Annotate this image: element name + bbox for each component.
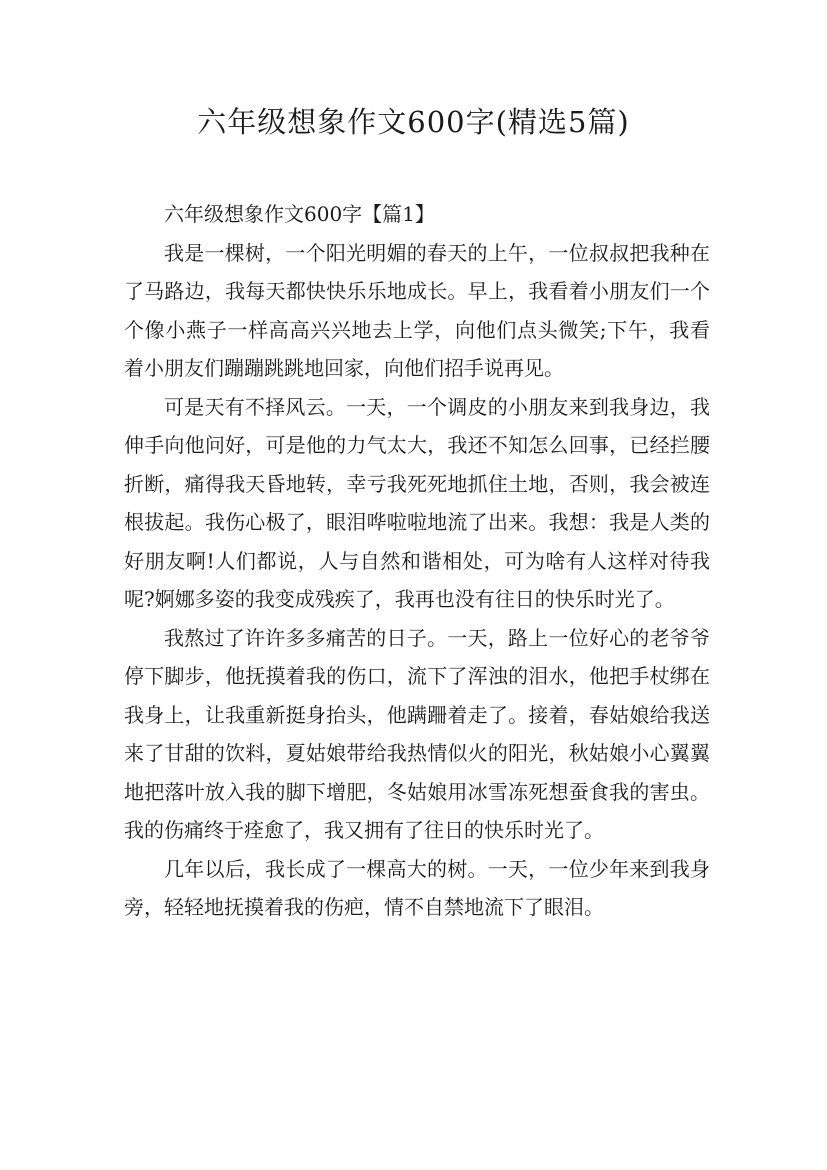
- paragraph-4: 几年以后，我长成了一棵高大的树。一天，一位少年来到我身旁，轻轻地抚摸着我的伤疤，情不自禁地流下了眼泪。: [124, 856, 710, 919]
- document-body: [124, 195, 710, 927]
- paragraph-1: 我是一棵树，一个阳光明媚的春天的上午，一位叔叔把我种在了马路边，我每天都快快乐乐地成长。早上，我看着小朋友们一个个像小燕子一样高高兴兴地去上学，向他们点头微笑;下午，我看着小朋友们蹦蹦跳跳地回家，向他们招手说再见。: [124, 240, 710, 380]
- paragraph-2: 可是天有不择风云。一天，一个调皮的小朋友来到我身边，我伸手向他问好，可是他的力气太大，我还不知怎么回事，已经拦腰折断，痛得我天昏地转，幸亏我死死地抓住土地，否则，我会被连根拔起。我伤心极了，眼泪哗啦啦地流了出来。我想：我是人类的好朋友啊!人们都说，人与自然和谐相处，可为啥有人这样对待我呢?婀娜多姿的我变成残疾了，我再也没有往日的快乐时光了。: [124, 394, 710, 611]
- section-heading: 六年级想象作文600字【篇1】: [164, 202, 435, 226]
- document-title: 六年级想象作文600字(精选5篇): [197, 105, 630, 139]
- paragraph-3: 我熬过了许许多多痛苦的日子。一天，路上一位好心的老爷爷停下脚步，他抚摸着我的伤口，流下了浑浊的泪水，他把手杖绑在我身上，让我重新挺身抬头，他蹒跚着走了。接着，春姑娘给我送来了甘甜的饮料，夏姑娘带给我热情似火的阳光，秋姑娘小心翼翼地把落叶放入我的脚下增肥，冬姑娘用冰雪冻死想蚕食我的害虫。我的伤痛终于痊愈了，我又拥有了往日的快乐时光了。: [124, 625, 710, 842]
